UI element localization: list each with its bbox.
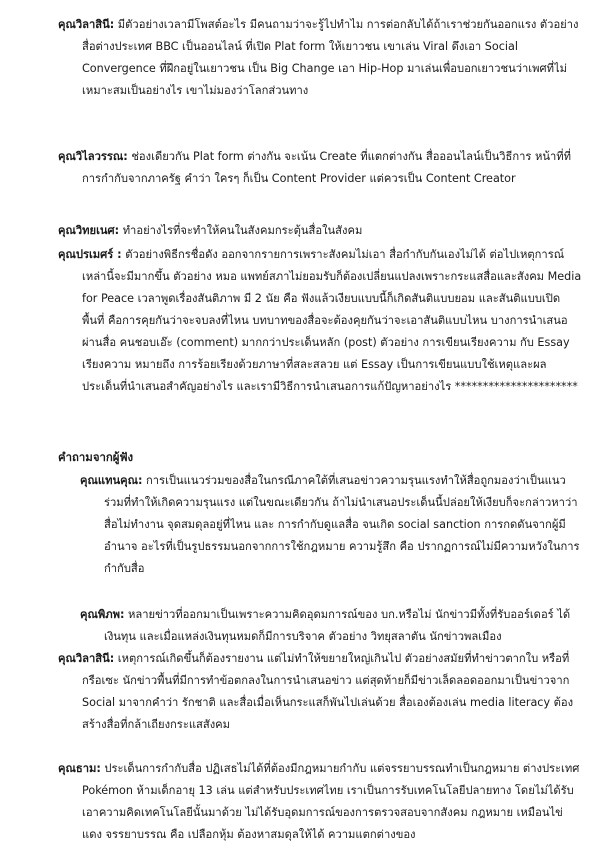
speaker-text: เหตุการณ์เกิดขึ้นก็ต้องรายงาน แต่ไม่ทำให้ขยายใหญ่เกินไป ตัวอย่างสมัยที่ทำข่าวตากใบ หรือที่กรือเซะ นักข่าวพื้นที่มีการทำข้อตกลงในการนำเสนอข่าว แต่สุดท้ายก็มีข่าวเล็ดลอดออกมาเป็นข่าวจาก Social มาจากคำว่า รักชาติ และสื่อเมื่อเห็นกระแสก็พันไปเล่นด้วย สื่อเองต้องเล่น media literacy ต้องสร้างสื่อที่กล้าเถียงกระแสสังคม bbox=[82, 652, 574, 731]
speaker-name: คุณพิภพ: bbox=[80, 608, 125, 621]
section-heading: คำถามจากผู้ฟัง bbox=[58, 450, 134, 464]
speaker-name: คุณวิทยเนศ: bbox=[58, 224, 120, 237]
speaker-name: คุณธาม: bbox=[58, 762, 101, 775]
speaker-text: ทำอย่างไรที่จะทำให้คนในสังคมกระตุ้นสื่อในสังคม bbox=[122, 224, 363, 237]
speaker-name: คุณวิลาสินี: bbox=[58, 652, 115, 665]
speaker-name: คุณแทนคุณ: bbox=[80, 474, 143, 487]
question-block-2 bbox=[58, 648, 582, 736]
paragraph-block-1 bbox=[58, 146, 582, 190]
paragraph-block-3 bbox=[58, 244, 582, 398]
question-block-1 bbox=[80, 604, 584, 648]
speaker-name: คุณวิไลวรรณ: bbox=[58, 150, 128, 163]
speaker-text: มีตัวอย่างเวลามีโพสต์อะไร มีคนถามว่าจะรู้ไปทำไม การต่อกลับได้ถ้าเราช่วยกันออกแรง ตัวอย่างสื่อต่างประเทศ BBC เป็นออนไลน์ ที่เปิด Plat form ให้เยาวชน เขาเล่น Viral ดึงเอา Social Convergence ที่ฝึกอยู่ในเยาวชน เป็น Big Change เอา Hip-Hop มาเล่นเพื่อบอกเยาวชนว่าเพศที่ไม่เหมาะสมเป็นอย่างไร เขาไม่มองว่าโลกส่วนทาง bbox=[82, 18, 579, 97]
speaker-text: หลายข่าวที่ออกมาเป็นเพราะความคิดอุดมการณ์ของ บก.หรือไม่ นักข่าวมีทั้งที่รับออร์เดอร์ ได้เงินทุน และเมื่อแหล่งเงินทุนหมดก็มีการบริจาค ตัวอย่าง วิทยุสลาตัน นักข่าวพลเมือง bbox=[104, 608, 571, 643]
speaker-text: ตัวอย่างพิธีกรชื่อดัง ออกจากรายการเพราะสังคมไม่เอา สื่อกำกับกันเองไม่ได้ ต่อไปเหตุการณ์เหล่านี้จะมีมากขึ้น ตัวอย่าง หมอ แพทย์สภาไม่ยอมรับก็ต้องเปลี่ยนแปลงเพราะกระแสสื่อและสังคม Media for Peace เวลาพูดเรื่องสันติภาพ มี 2 นัย คือ ฟังแล้วเงียบแบบนี้ก็เกิดสันติแบบยอม และสันติแบบเปิดพื้นที่ คือการคุยกันว่าจะจบลงที่ไหน บทบาทของสื่อจะต้องคุยกันว่าจะเอาสันติแบบไหน บางการนำเสนอผ่านสื่อ คนชอบเอ๊ะ (comment) มากกว่าประเด็นหลัก (post) ตัวอย่าง การเขียนเรียงความ กับ Essay เรียงความ หมายถึง การร้อยเรียงด้วยภาษาที่สละสลวย แต่ Essay เป็นการเขียนแบบใช้เหตุและผล ประเด็นที่นำเสนอสำคัญอย่างไร และเรามีวิธีการนำเสนอการแก้ปัญหาอย่างไร ********************** bbox=[82, 248, 582, 393]
speaker-name: คุณปรเมศร์ : bbox=[58, 248, 122, 261]
paragraph-block-0 bbox=[58, 14, 582, 102]
question-block-0 bbox=[80, 470, 584, 580]
question-block-3 bbox=[58, 758, 582, 846]
speaker-text: ช่องเดียวกัน Plat form ต่างกัน จะเน้น Create ที่แตกต่างกัน สื่อออนไลน์เป็นวิธีการ หน้าที่ที่การกำกับจากภาครัฐ คำว่า ใครๆ ก็เป็น Content Provider แต่ควรเป็น Content Creator bbox=[82, 150, 572, 185]
speaker-text: การเป็นแนวร่วมของสื่อในกรณีภาคใต้ที่เสนอข่าวความรุนแรงทำให้สื่อถูกมองว่าเป็นแนวร่วมที่ทำให้เกิดความรุนแรง แต่ในขณะเดียวกัน ถ้าไม่นำเสนอประเด็นนี้ปล่อยให้เงียบก็จะกล่าวหาว่าสื่อไม่ทำงาน จุดสมดุลอยู่ที่ไหน และ การกำกับดูแลสื่อ จนเกิด social sanction การกดดันจากผู้มีอำนาจ อะไรที่เป็นรูปธรรมนอกจากการใช้กฎหมาย ความรู้สึก คือ ปรากฏการณ์ไม่มีความหวังในการกำกับสื่อ bbox=[104, 474, 580, 575]
paragraph-block-2 bbox=[58, 220, 582, 242]
speaker-text: ประเด็นการกำกับสื่อ ปฏิเสธไม่ได้ที่ต้องมีกฎหมายกำกับ แต่จรรยาบรรณทำเป็นกฎหมาย ต่างประเทศ Pokémon ห้ามเด็กอายุ 13 เล่น แต่สำหรับประเทศไทย เราเป็นการรับเทคโนโลยีปลายทาง โดยไม่ได้รับเอาความคิดเทคโนโลยีนั้นมาด้วย ไม่ได้รับอุดมการณ์ของการตรวจสอบจากสังคม กฎหมาย เหมือนไข่แดง จรรยาบรรณ คือ เปลือกหุ้ม ต้องหาสมดุลให้ได้ ความแตกต่างของ bbox=[82, 762, 580, 841]
speaker-name: คุณวิลาสินี: bbox=[58, 18, 115, 31]
